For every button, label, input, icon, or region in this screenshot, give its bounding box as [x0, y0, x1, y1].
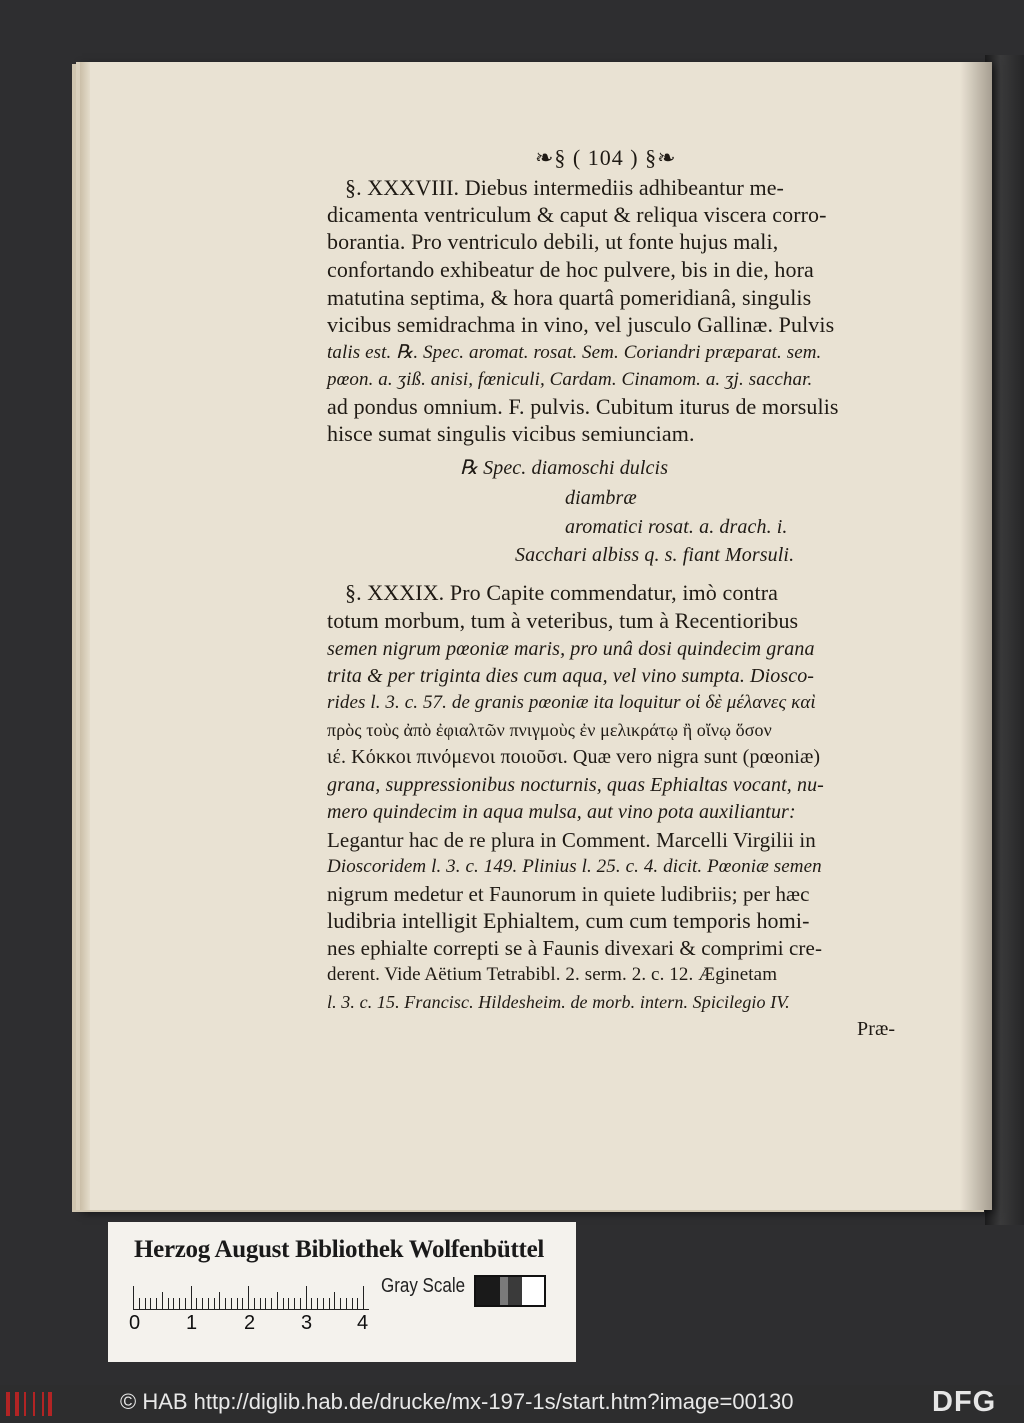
ruler-tick	[294, 1298, 295, 1310]
text-line: borantia. Pro ventriculo debili, ut fonte hujus mali,	[327, 229, 779, 254]
ruler-tick	[306, 1286, 307, 1310]
text-line: trita & per triginta dies cum aqua, vel vino sumpta. Diosco-	[327, 665, 815, 687]
gray-scale-label: Gray Scale	[381, 1275, 466, 1297]
text-line: §. XXXIX. Pro Capite commendatur, imò contra	[345, 580, 779, 605]
text-line: grana, suppressionibus nocturnis, quas Ephialtas vocant, nu-	[327, 774, 824, 796]
library-name: Herzog August Bibliothek Wolfenbüttel	[134, 1236, 545, 1263]
text-line: §. XXXVIII. Diebus intermediis adhibeantur me-	[345, 175, 784, 200]
ruler-number: 0	[129, 1312, 141, 1334]
text-line: nigrum medetur et Faunorum in quiete ludibriis; per hæc	[327, 882, 810, 906]
ruler-tick	[237, 1298, 238, 1310]
ruler-tick	[317, 1298, 318, 1310]
ruler-tick	[352, 1298, 353, 1310]
text-line: vicibus semidrachma in vino, vel jusculo Gallinæ. Pulvis	[327, 312, 835, 337]
ruler-tick	[219, 1292, 220, 1310]
dfg-logo: DFG	[932, 1386, 997, 1418]
ruler-number: 4	[357, 1312, 369, 1334]
gray-swatch-mid	[500, 1277, 508, 1305]
gray-scale-swatch	[474, 1275, 546, 1307]
ruler-tick	[173, 1298, 174, 1310]
ruler-tick	[357, 1298, 358, 1310]
text-line: πρὸς τοὺς ἀπὸ ἐφιαλτῶν πνιγμοὺς ἐν μελικράτῳ ἢ οἴνῳ ὅσον	[327, 720, 772, 740]
ruler-tick	[231, 1298, 232, 1310]
barcode-stripe	[48, 1392, 52, 1416]
barcode-icon	[6, 1392, 46, 1416]
ruler-tick	[300, 1298, 301, 1310]
text-line: dicamenta ventriculum & caput & reliqua viscera corro-	[327, 202, 827, 227]
ruler-tick	[139, 1298, 140, 1310]
barcode-stripe	[33, 1392, 35, 1416]
ruler-tick	[288, 1298, 289, 1310]
ruler-tick	[265, 1298, 266, 1310]
page-gutter-shadow	[960, 62, 992, 1210]
copyright-url: © HAB http://diglib.hab.de/drucke/mx-197-1s/start.htm?image=00130	[120, 1389, 794, 1414]
recipe-line: diambræ	[565, 487, 637, 509]
text-line: rides l. 3. c. 57. de granis pœoniæ ita loquitur οἱ δὲ μέλανες καὶ	[327, 692, 816, 713]
gray-swatch-black	[476, 1277, 500, 1305]
ruler-tick	[202, 1298, 203, 1310]
ruler-tick	[179, 1298, 180, 1310]
text-line: semen nigrum pœoniæ maris, pro unâ dosi quindecim grana	[327, 638, 815, 660]
catchword: Præ-	[857, 1018, 896, 1040]
text-line: derent. Vide Aëtium Tetrabibl. 2. serm. 2. c. 12. Æginetam	[327, 964, 778, 985]
text-line: l. 3. c. 15. Francisc. Hildesheim. de morb. intern. Spicilegio IV.	[327, 992, 790, 1012]
gray-swatch-white	[522, 1277, 546, 1305]
ruler-tick	[185, 1298, 186, 1310]
ruler-tick	[150, 1298, 151, 1310]
ruler	[133, 1270, 373, 1310]
text-line: ad pondus omnium. F. pulvis. Cubitum iturus de morsulis	[327, 394, 839, 419]
ruler-tick	[340, 1298, 341, 1310]
ruler-number: 2	[244, 1312, 256, 1334]
text-line: pœon. a. ʒiß. anisi, fœniculi, Cardam. Cinamom. a. ʒj. sacchar.	[327, 369, 813, 390]
ruler-tick	[214, 1298, 215, 1310]
text-line: hisce sumat singulis vicibus semiunciam.	[327, 421, 695, 446]
recipe-line: ℞ Spec. diamoschi dulcis	[460, 457, 669, 479]
ruler-tick	[242, 1298, 243, 1310]
ruler-tick	[133, 1286, 134, 1310]
ruler-number: 1	[186, 1312, 198, 1334]
text-line: ιέ. Κόκκοι πινόμενοι ποιοῦσι. Quæ vero nigra sunt (pœoniæ)	[327, 746, 821, 768]
barcode-stripe	[15, 1392, 19, 1416]
recipe-line: Sacchari albiss q. s. fiant Morsuli.	[515, 544, 795, 566]
ruler-tick	[346, 1298, 347, 1310]
text-line: matutina septima, & hora quartâ pomeridianâ, singulis	[327, 285, 812, 310]
ruler-tick	[254, 1298, 255, 1310]
text-line: totum morbum, tum à veteribus, tum à Recentioribus	[327, 608, 799, 633]
ruler-tick	[334, 1292, 335, 1310]
ruler-tick	[260, 1298, 261, 1310]
page-edge	[80, 62, 90, 1210]
barcode-stripe	[6, 1392, 10, 1416]
ruler-tick	[329, 1298, 330, 1310]
ruler-tick	[225, 1298, 226, 1310]
ruler-tick	[156, 1298, 157, 1310]
ruler-tick	[145, 1298, 146, 1310]
ruler-tick	[248, 1286, 249, 1310]
text-line: nes ephialte correpti se à Faunis divexari & comprimi cre-	[327, 936, 823, 960]
text-line: talis est. ℞. Spec. aromat. rosat. Sem. Coriandri præparat. sem.	[327, 342, 822, 363]
gray-swatch-dark	[508, 1277, 522, 1305]
ruler-tick	[196, 1298, 197, 1310]
ruler-tick	[271, 1298, 272, 1310]
text-line: confortando exhibeatur de hoc pulvere, bis in die, hora	[327, 257, 814, 282]
ruler-tick	[277, 1292, 278, 1310]
text-line: Dioscoridem l. 3. c. 149. Plinius l. 25. c. 4. dicit. Pœoniæ semen	[327, 856, 822, 877]
ruler-tick	[363, 1286, 364, 1310]
ruler-tick	[162, 1292, 163, 1310]
ruler-tick	[208, 1298, 209, 1310]
text-line: ludibria intelligit Ephialtem, cum cum temporis homi-	[327, 908, 810, 933]
ruler-tick	[283, 1298, 284, 1310]
barcode-stripe	[42, 1392, 44, 1416]
ruler-tick	[191, 1286, 192, 1310]
text-line: Legantur hac de re plura in Comment. Marcelli Virgilii in	[327, 828, 816, 852]
page-number-header: ❧§ ( 104 ) §❧	[535, 145, 677, 170]
text-line: mero quindecim in aqua mulsa, aut vino pota auxiliantur:	[327, 801, 796, 823]
barcode-stripe	[24, 1392, 26, 1416]
ruler-number: 3	[301, 1312, 313, 1334]
ruler-tick	[311, 1298, 312, 1310]
recipe-line: aromatici rosat. a. drach. i.	[565, 516, 788, 538]
ruler-tick	[168, 1298, 169, 1310]
ruler-tick	[323, 1298, 324, 1310]
